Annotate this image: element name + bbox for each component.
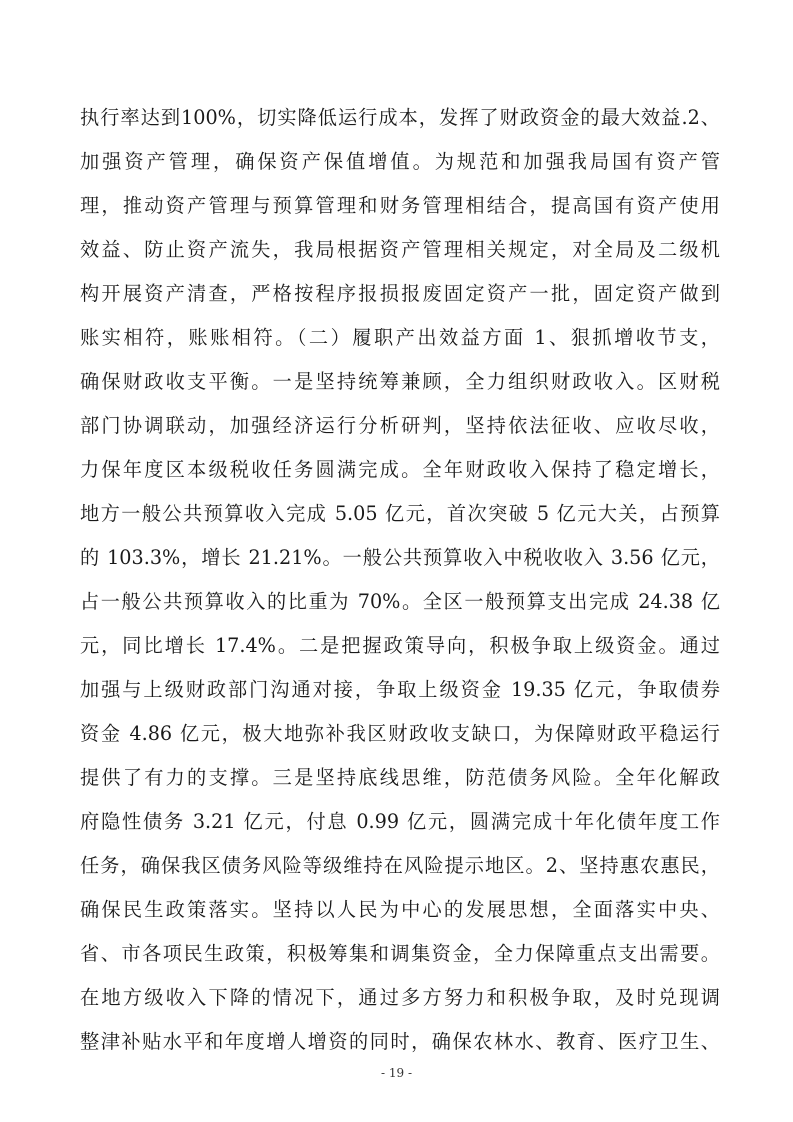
body-line: 省、市各项民生政策，积极筹集和调集资金，全力保障重点支出需要。 xyxy=(80,942,720,965)
body-line: 账实相符，账账相符。（二）履职产出效益方面 1、狠抓增收节支， xyxy=(80,326,720,349)
body-line: 构开展资产清查，严格按程序报损报废固定资产一批，固定资产做到 xyxy=(80,282,720,305)
body-line: 的 103.3%，增长 21.21%。一般公共预算收入中税收收入 3.56 亿元， xyxy=(80,546,720,569)
body-line: 确保民生政策落实。坚持以人民为中心的发展思想，全面落实中央、 xyxy=(80,898,720,921)
body-line: 执行率达到100%，切实降低运行成本，发挥了财政资金的最大效益.2、 xyxy=(80,106,720,129)
body-line: 元，同比增长 17.4%。二是把握政策导向，积极争取上级资金。通过 xyxy=(80,634,720,657)
body-line: 提供了有力的支撑。三是坚持底线思维，防范债务风险。全年化解政 xyxy=(80,766,720,789)
body-line: 加强与上级财政部门沟通对接，争取上级资金 19.35 亿元，争取债券 xyxy=(80,678,720,701)
body-line: 任务，确保我区债务风险等级维持在风险提示地区。2、坚持惠农惠民， xyxy=(80,854,720,877)
body-line: 在地方级收入下降的情况下，通过多方努力和积极争取，及时兑现调 xyxy=(80,986,720,1009)
body-line: 确保财政收支平衡。一是坚持统筹兼顾，全力组织财政收入。区财税 xyxy=(80,370,720,393)
body-line: 理，推动资产管理与预算管理和财务管理相结合，提高国有资产使用 xyxy=(80,194,720,217)
body-line: 力保年度区本级税收任务圆满完成。全年财政收入保持了稳定增长， xyxy=(80,458,720,481)
body-line: 府隐性债务 3.21 亿元，付息 0.99 亿元，圆满完成十年化债年度工作 xyxy=(80,810,720,833)
body-line: 地方一般公共预算收入完成 5.05 亿元，首次突破 5 亿元大关，占预算 xyxy=(80,502,720,525)
body-line: 部门协调联动，加强经济运行分析研判，坚持依法征收、应收尽收， xyxy=(80,414,720,437)
page-number: - 19 - xyxy=(380,1066,412,1080)
body-line: 占一般公共预算收入的比重为 70%。全区一般预算支出完成 24.38 亿 xyxy=(80,590,720,613)
body-line: 效益、防止资产流失，我局根据资产管理相关规定，对全局及二级机 xyxy=(80,238,720,261)
body-line: 整津补贴水平和年度增人增资的同时，确保农林水、教育、医疗卫生、 xyxy=(80,1030,720,1053)
body-line: 资金 4.86 亿元，极大地弥补我区财政收支缺口，为保障财政平稳运行 xyxy=(80,722,720,745)
body-line: 加强资产管理，确保资产保值增值。为规范和加强我局国有资产管 xyxy=(80,150,720,173)
